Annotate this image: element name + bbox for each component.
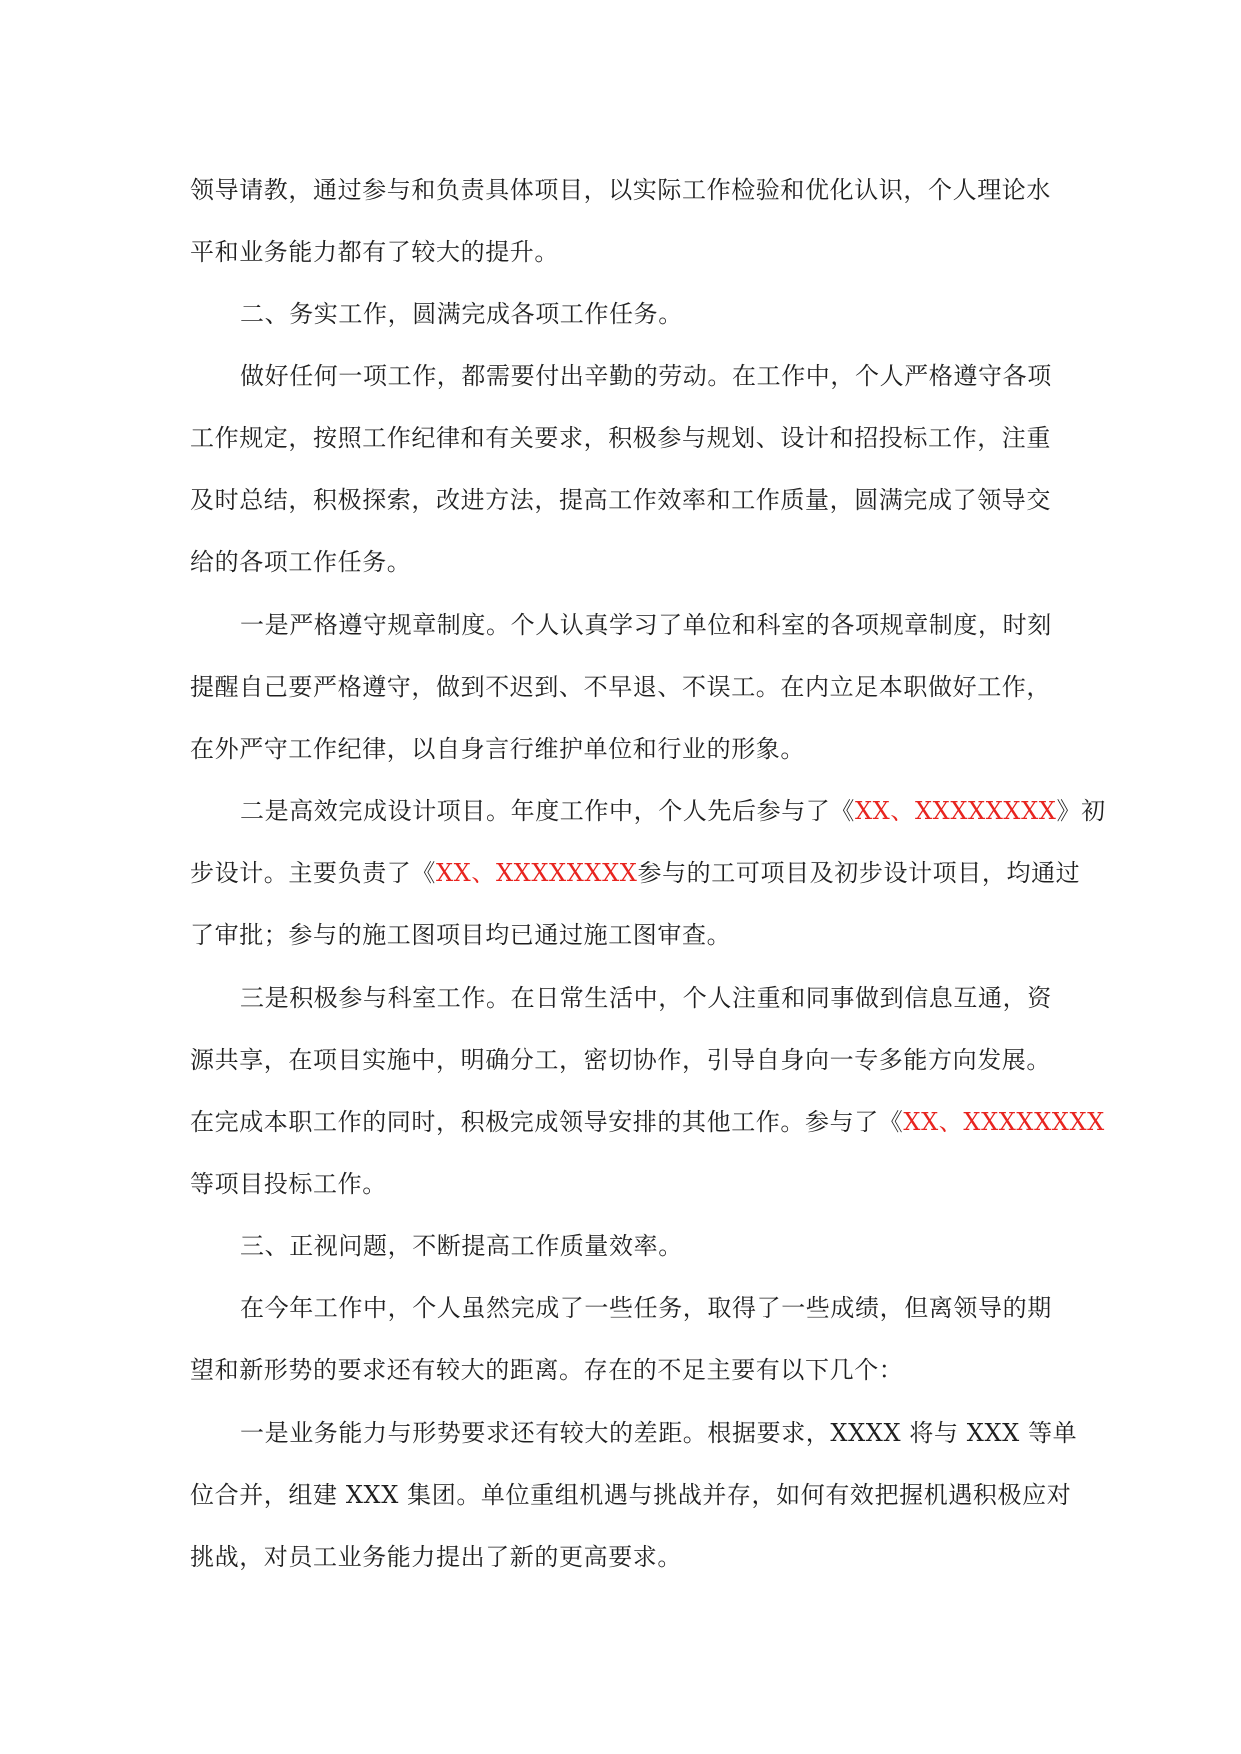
- text-run: 二是高效完成设计项目。年度工作中，个人先后参与了《: [240, 797, 855, 825]
- placeholder-project-name: XX、XXXXXXXX: [436, 859, 638, 887]
- text-run: 一是严格遵守规章制度。个人认真学习了单位和科室的各项规章制度，时刻: [240, 611, 1052, 639]
- body-line: [190, 422, 1051, 454]
- body-line: [190, 1541, 682, 1573]
- text-run: 步设计。主要负责了《: [190, 859, 436, 887]
- body-line: [190, 733, 805, 765]
- text-run: 位合并，组建 XXX 集团。单位重组机遇与挑战并存，如何有效把握机遇积极应对: [190, 1481, 1072, 1509]
- body-line: [190, 174, 1051, 206]
- text-run: 在完成本职工作的同时，积极完成领导安排的其他工作。参与了《: [190, 1108, 904, 1136]
- text-run: 三、正视问题，不断提高工作质量效率。: [240, 1232, 683, 1260]
- text-run: 领导请教，通过参与和负责具体项目，以实际工作检验和优化认识，个人理论水: [190, 176, 1051, 204]
- text-run: 三是积极参与科室工作。在日常生活中，个人注重和同事做到信息互通，资: [240, 984, 1052, 1012]
- text-run: 在今年工作中，个人虽然完成了一些任务，取得了一些成绩，但离领导的期: [240, 1294, 1052, 1322]
- text-run: 》初: [1056, 797, 1106, 825]
- body-line: [240, 982, 1052, 1014]
- body-line: [190, 1168, 387, 1200]
- placeholder-project-name: XX、XXXXXXXX: [903, 1108, 1105, 1136]
- body-line: [190, 671, 1051, 703]
- text-run: 在外严守工作纪律，以自身言行维护单位和行业的形象。: [190, 735, 805, 763]
- body-line: [190, 1479, 1071, 1511]
- body-line: [190, 1044, 1051, 1076]
- body-line: [240, 609, 1052, 641]
- body-line: [240, 1292, 1052, 1324]
- text-run: 挑战，对员工业务能力提出了新的更高要求。: [190, 1543, 682, 1571]
- body-line: [240, 795, 1106, 827]
- text-run: 源共享，在项目实施中，明确分工，密切协作，引导自身向一专多能方向发展。: [190, 1046, 1051, 1074]
- body-line: [190, 919, 731, 951]
- text-run: 及时总结，积极探索，改进方法，提高工作效率和工作质量，圆满完成了领导交: [190, 486, 1051, 514]
- body-line: [240, 1417, 1077, 1449]
- section-heading: [240, 1230, 683, 1262]
- text-run: 平和业务能力都有了较大的提升。: [190, 238, 559, 266]
- placeholder-project-name: XX、XXXXXXXX: [855, 797, 1057, 825]
- body-line: [190, 1354, 903, 1386]
- text-run: 望和新形势的要求还有较大的距离。存在的不足主要有以下几个：: [190, 1356, 904, 1384]
- body-line: [240, 360, 1052, 392]
- text-run: 给的各项工作任务。: [190, 548, 412, 576]
- text-run: 二、务实工作，圆满完成各项工作任务。: [240, 300, 683, 328]
- body-line: [190, 484, 1051, 516]
- text-run: 提醒自己要严格遵守，做到不迟到、不早退、不误工。在内立足本职做好工作，: [190, 673, 1051, 701]
- text-run: 一是业务能力与形势要求还有较大的差距。根据要求，XXXX 将与 XXX 等单: [240, 1419, 1078, 1447]
- body-line: [190, 1106, 1105, 1138]
- body-line: [190, 236, 559, 268]
- text-run: 参与的工可项目及初步设计项目，均通过: [637, 859, 1081, 887]
- text-run: 等项目投标工作。: [190, 1170, 387, 1198]
- body-line: [190, 546, 411, 578]
- text-run: 做好任何一项工作，都需要付出辛勤的劳动。在工作中，个人严格遵守各项: [240, 362, 1052, 390]
- text-run: 了审批；参与的施工图项目均已通过施工图审查。: [190, 921, 732, 949]
- body-line: [190, 857, 1080, 889]
- section-heading: [240, 298, 683, 330]
- text-run: 工作规定，按照工作纪律和有关要求，积极参与规划、设计和招投标工作，注重: [190, 424, 1051, 452]
